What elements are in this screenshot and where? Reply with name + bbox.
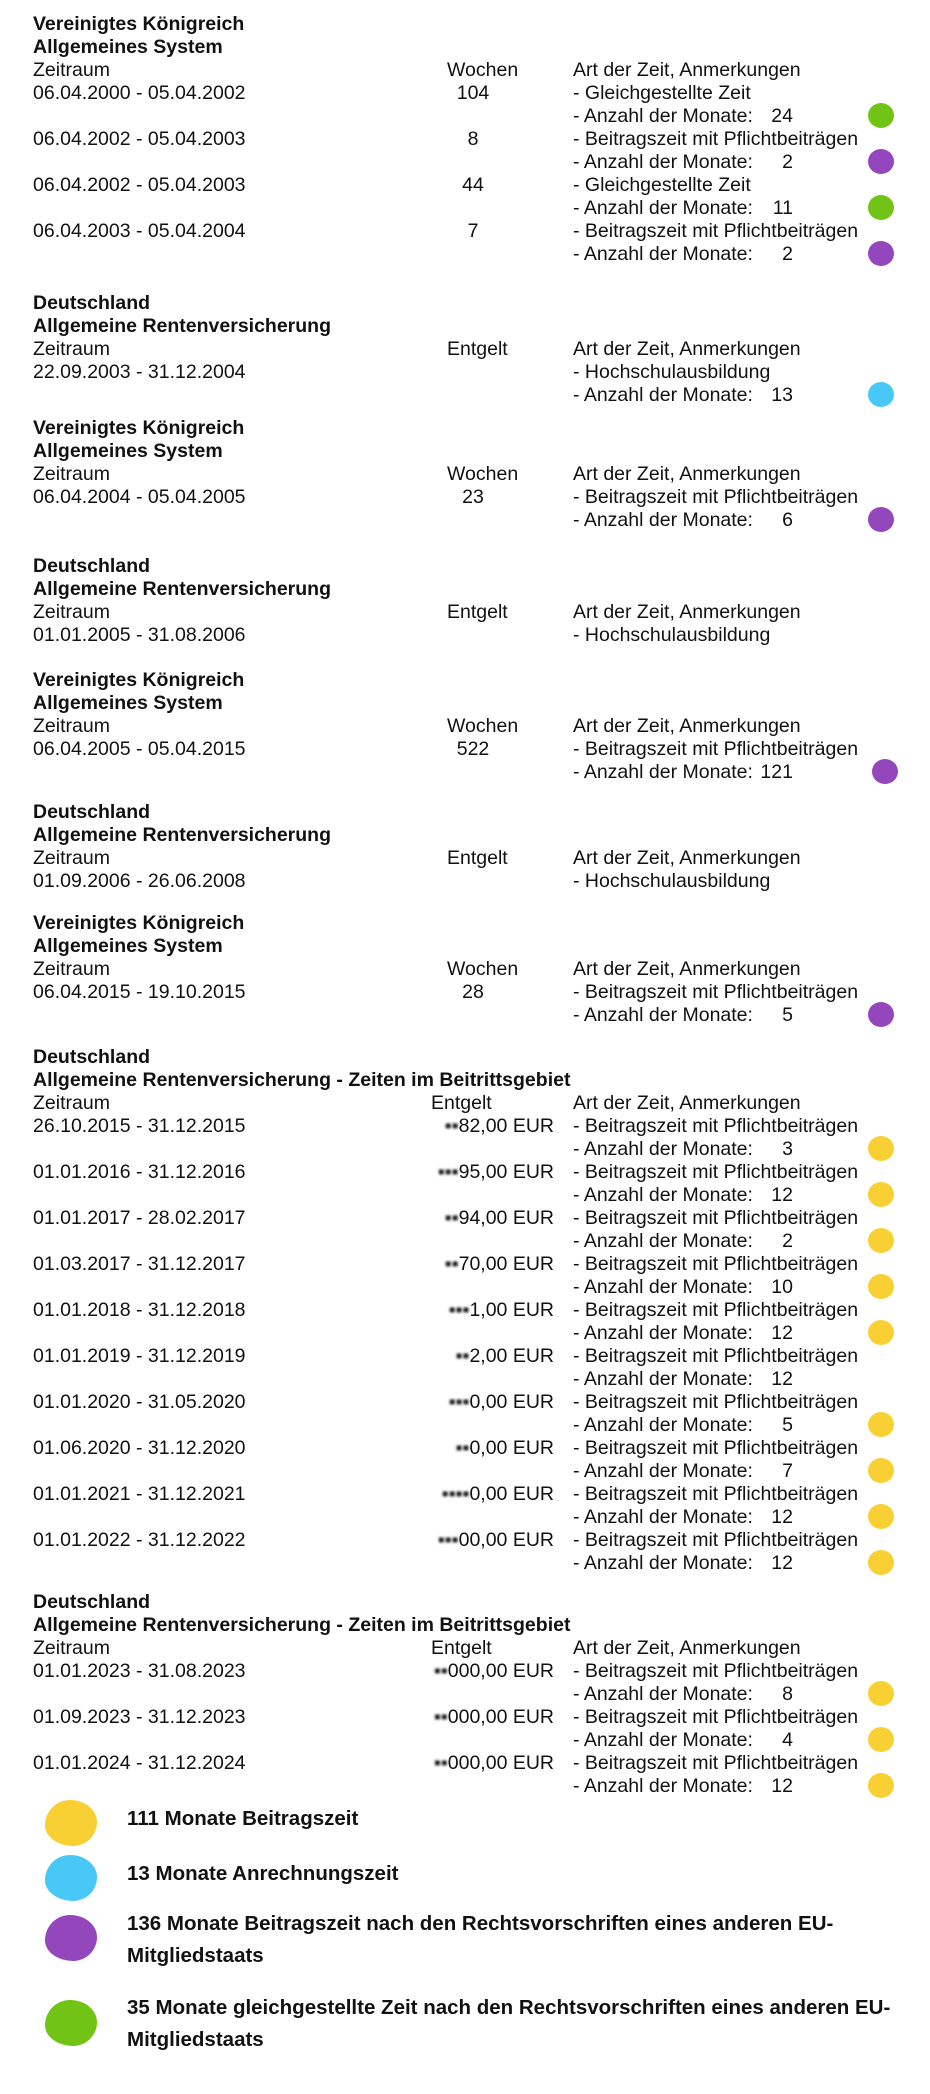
type-cell: - Beitragszeit mit Pflichtbeiträgen bbox=[573, 220, 859, 242]
column-header-type: Art der Zeit, Anmerkungen bbox=[573, 1637, 801, 1659]
months-label bbox=[573, 1683, 793, 1706]
table-row bbox=[33, 1752, 913, 1775]
period-cell: 06.04.2002 - 05.04.2003 bbox=[33, 128, 246, 150]
months-row bbox=[33, 1322, 913, 1345]
table-row bbox=[33, 1529, 913, 1552]
section-country: Deutschland bbox=[33, 801, 151, 823]
months-label-text: - Anzahl der Monate: bbox=[573, 1506, 753, 1528]
section-country: Vereinigtes Königreich bbox=[33, 417, 245, 439]
months-row bbox=[33, 1775, 913, 1798]
months-row bbox=[33, 761, 913, 784]
months-label bbox=[573, 1184, 793, 1207]
redacted-digits: ▪▪ bbox=[433, 1706, 448, 1728]
month-marker-dot bbox=[868, 1773, 894, 1798]
weeks-cell: 28 bbox=[462, 981, 484, 1003]
type-cell: - Gleichgestellte Zeit bbox=[573, 82, 751, 104]
months-count: 2 bbox=[782, 243, 793, 265]
months-row bbox=[33, 509, 913, 532]
section-country: Deutschland bbox=[33, 1046, 151, 1068]
months-label bbox=[573, 761, 793, 784]
months-row bbox=[33, 1004, 913, 1027]
column-header-value: Entgelt bbox=[447, 847, 508, 869]
table-row bbox=[33, 1391, 913, 1414]
months-count: 11 bbox=[772, 197, 793, 219]
section-country: Deutschland bbox=[33, 292, 151, 314]
column-header-row bbox=[33, 463, 913, 486]
period-cell: 01.03.2017 - 31.12.2017 bbox=[33, 1253, 246, 1275]
months-label-text: - Anzahl der Monate: bbox=[573, 1276, 753, 1298]
weeks-cell: 8 bbox=[467, 128, 479, 150]
months-count: 8 bbox=[782, 1683, 793, 1705]
type-cell: - Beitragszeit mit Pflichtbeiträgen bbox=[573, 1529, 859, 1551]
legend-color-blob bbox=[45, 2000, 97, 2046]
section-country: Vereinigtes Königreich bbox=[33, 13, 245, 35]
redacted-digits: ▪▪▪ bbox=[448, 1391, 470, 1413]
section bbox=[33, 912, 913, 1027]
legend-text: 13 Monate Anrechnungszeit bbox=[127, 1862, 399, 1885]
months-label bbox=[573, 1552, 793, 1575]
months-row bbox=[33, 243, 913, 266]
month-marker-dot bbox=[868, 1681, 894, 1706]
amount-cell bbox=[380, 1660, 554, 1683]
section-country: Vereinigtes Königreich bbox=[33, 669, 245, 691]
period-cell: 01.09.2023 - 31.12.2023 bbox=[33, 1706, 246, 1728]
redacted-digits: ▪▪ bbox=[444, 1115, 459, 1137]
months-count: 5 bbox=[782, 1414, 793, 1436]
period-cell: 01.09.2006 - 26.06.2008 bbox=[33, 870, 246, 892]
legend-text: 136 Monate Beitragszeit nach den Rechtsvorschriften eines anderen EU-Mitgliedstaats bbox=[127, 1912, 834, 1967]
months-count: 6 bbox=[782, 509, 793, 531]
type-cell: - Beitragszeit mit Pflichtbeiträgen bbox=[573, 1345, 859, 1367]
months-count: 12 bbox=[771, 1775, 793, 1797]
month-marker-dot bbox=[868, 1727, 894, 1752]
amount-cell bbox=[380, 1253, 554, 1276]
amount-value: 000,00 EUR bbox=[447, 1752, 554, 1774]
months-label-text: - Anzahl der Monate: bbox=[573, 243, 753, 265]
period-cell: 06.04.2002 - 05.04.2003 bbox=[33, 174, 246, 196]
redacted-digits: ▪▪▪▪ bbox=[441, 1483, 470, 1505]
amount-cell bbox=[380, 1752, 554, 1775]
type-cell: - Beitragszeit mit Pflichtbeiträgen bbox=[573, 1115, 859, 1137]
period-cell: 22.09.2003 - 31.12.2004 bbox=[33, 361, 246, 383]
amount-cell bbox=[380, 1437, 554, 1460]
months-label bbox=[573, 1004, 793, 1027]
months-label bbox=[573, 105, 793, 128]
period-cell: 01.01.2024 - 31.12.2024 bbox=[33, 1752, 246, 1774]
amount-cell bbox=[380, 1207, 554, 1230]
column-header-type: Art der Zeit, Anmerkungen bbox=[573, 715, 801, 737]
column-header-period: Zeitraum bbox=[33, 958, 110, 980]
type-cell: - Beitragszeit mit Pflichtbeiträgen bbox=[573, 1752, 859, 1774]
table-row bbox=[33, 624, 913, 647]
type-cell: - Beitragszeit mit Pflichtbeiträgen bbox=[573, 1483, 859, 1505]
months-label-text: - Anzahl der Monate: bbox=[573, 1683, 753, 1705]
type-cell: - Hochschulausbildung bbox=[573, 624, 771, 646]
section bbox=[33, 1046, 913, 1575]
column-header-row bbox=[33, 59, 913, 82]
section-system: Allgemeine Rentenversicherung - Zeiten im Beitrittsgebiet bbox=[33, 1069, 571, 1091]
months-count: 13 bbox=[771, 384, 793, 406]
period-cell: 06.04.2015 - 19.10.2015 bbox=[33, 981, 246, 1003]
month-marker-dot bbox=[868, 507, 894, 532]
weeks-cell: 23 bbox=[462, 486, 484, 508]
column-header-value: Wochen bbox=[447, 59, 519, 81]
amount-value: 95,00 EUR bbox=[458, 1161, 554, 1183]
type-cell: - Beitragszeit mit Pflichtbeiträgen bbox=[573, 738, 859, 760]
column-header-value: Wochen bbox=[447, 715, 519, 737]
section-system: Allgemeines System bbox=[33, 935, 223, 957]
months-row bbox=[33, 1276, 913, 1299]
redacted-digits: ▪▪▪ bbox=[437, 1161, 459, 1183]
amount-value: 0,00 EUR bbox=[469, 1437, 554, 1459]
months-label-text: - Anzahl der Monate: bbox=[573, 1414, 753, 1436]
months-row bbox=[33, 1414, 913, 1437]
amount-cell bbox=[380, 1161, 554, 1184]
redacted-digits: ▪▪ bbox=[444, 1253, 459, 1275]
section-system: Allgemeine Rentenversicherung bbox=[33, 578, 332, 600]
months-label bbox=[573, 197, 793, 220]
months-count: 12 bbox=[771, 1552, 793, 1574]
period-cell: 01.01.2020 - 31.05.2020 bbox=[33, 1391, 246, 1413]
table-row bbox=[33, 738, 913, 761]
months-count: 12 bbox=[771, 1368, 793, 1390]
column-header-row bbox=[33, 1092, 913, 1115]
table-row bbox=[33, 981, 913, 1004]
months-label-text: - Anzahl der Monate: bbox=[573, 105, 753, 127]
section bbox=[33, 1591, 913, 1798]
type-cell: - Beitragszeit mit Pflichtbeiträgen bbox=[573, 1253, 859, 1275]
redacted-digits: ▪▪ bbox=[444, 1207, 459, 1229]
section-system: Allgemeine Rentenversicherung - Zeiten im Beitrittsgebiet bbox=[33, 1614, 571, 1636]
amount-cell bbox=[380, 1483, 554, 1506]
column-header-period: Zeitraum bbox=[33, 338, 110, 360]
months-label bbox=[573, 1322, 793, 1345]
legend-text: 35 Monate gleichgestellte Zeit nach den Rechtsvorschriften eines anderen EU-Mitgliedstaats bbox=[127, 1996, 891, 2051]
amount-cell bbox=[380, 1345, 554, 1368]
table-row bbox=[33, 82, 913, 105]
section-system: Allgemeines System bbox=[33, 440, 223, 462]
table-row bbox=[33, 870, 913, 893]
amount-value: 00,00 EUR bbox=[458, 1529, 554, 1551]
month-marker-dot bbox=[868, 149, 894, 174]
table-row bbox=[33, 220, 913, 243]
month-marker-dot bbox=[872, 759, 898, 784]
weeks-cell: 104 bbox=[456, 82, 490, 104]
months-label bbox=[573, 1775, 793, 1798]
table-row bbox=[33, 1207, 913, 1230]
months-label-text: - Anzahl der Monate: bbox=[573, 1230, 753, 1252]
type-cell: - Beitragszeit mit Pflichtbeiträgen bbox=[573, 1161, 859, 1183]
months-count: 12 bbox=[771, 1184, 793, 1206]
type-cell: - Beitragszeit mit Pflichtbeiträgen bbox=[573, 1660, 859, 1682]
section bbox=[33, 13, 913, 266]
months-row bbox=[33, 384, 913, 407]
months-count: 2 bbox=[782, 151, 793, 173]
months-row bbox=[33, 1552, 913, 1575]
months-count: 12 bbox=[771, 1506, 793, 1528]
column-header-type: Art der Zeit, Anmerkungen bbox=[573, 958, 801, 980]
months-label bbox=[573, 1230, 793, 1253]
column-header-period: Zeitraum bbox=[33, 1637, 110, 1659]
amount-cell bbox=[380, 1115, 554, 1138]
table-row bbox=[33, 1253, 913, 1276]
months-row bbox=[33, 1729, 913, 1752]
redacted-digits: ▪▪ bbox=[433, 1752, 448, 1774]
section bbox=[33, 292, 913, 407]
redacted-digits: ▪▪ bbox=[455, 1437, 470, 1459]
type-cell: - Hochschulausbildung bbox=[573, 361, 771, 383]
column-header-value: Entgelt bbox=[447, 338, 508, 360]
amount-value: 0,00 EUR bbox=[469, 1483, 554, 1505]
amount-value: 000,00 EUR bbox=[447, 1660, 554, 1682]
months-label-text: - Anzahl der Monate: bbox=[573, 1138, 753, 1160]
type-cell: - Hochschulausbildung bbox=[573, 870, 771, 892]
section bbox=[33, 417, 913, 532]
amount-cell bbox=[380, 1299, 554, 1322]
month-marker-dot bbox=[868, 241, 894, 266]
months-count: 121 bbox=[760, 761, 793, 783]
amount-value: 2,00 EUR bbox=[469, 1345, 554, 1367]
period-cell: 06.04.2003 - 05.04.2004 bbox=[33, 220, 246, 242]
months-row bbox=[33, 197, 913, 220]
months-count: 24 bbox=[771, 105, 793, 127]
column-header-value: Entgelt bbox=[447, 601, 508, 623]
column-header-type: Art der Zeit, Anmerkungen bbox=[573, 847, 801, 869]
months-row bbox=[33, 151, 913, 174]
section bbox=[33, 555, 913, 647]
legend-color-blob bbox=[45, 1800, 97, 1846]
period-cell: 26.10.2015 - 31.12.2015 bbox=[33, 1115, 246, 1137]
month-marker-dot bbox=[868, 1002, 894, 1027]
section-system: Allgemeines System bbox=[33, 692, 223, 714]
table-row bbox=[33, 361, 913, 384]
table-row bbox=[33, 1115, 913, 1138]
months-count: 2 bbox=[782, 1230, 793, 1252]
column-header-type: Art der Zeit, Anmerkungen bbox=[573, 1092, 801, 1114]
months-label-text: - Anzahl der Monate: bbox=[573, 197, 753, 219]
period-cell: 01.06.2020 - 31.12.2020 bbox=[33, 1437, 246, 1459]
table-row bbox=[33, 128, 913, 151]
months-label-text: - Anzahl der Monate: bbox=[573, 761, 753, 783]
months-label-text: - Anzahl der Monate: bbox=[573, 1460, 753, 1482]
type-cell: - Beitragszeit mit Pflichtbeiträgen bbox=[573, 1299, 859, 1321]
weeks-cell: 7 bbox=[467, 220, 479, 242]
period-cell: 01.01.2016 - 31.12.2016 bbox=[33, 1161, 246, 1183]
period-cell: 01.01.2023 - 31.08.2023 bbox=[33, 1660, 246, 1682]
months-label bbox=[573, 1506, 793, 1529]
column-header-period: Zeitraum bbox=[33, 715, 110, 737]
section-system: Allgemeine Rentenversicherung bbox=[33, 315, 332, 337]
months-row bbox=[33, 1506, 913, 1529]
column-header-value: Entgelt bbox=[431, 1637, 492, 1659]
type-cell: - Beitragszeit mit Pflichtbeiträgen bbox=[573, 128, 859, 150]
section-country: Deutschland bbox=[33, 555, 151, 577]
months-label bbox=[573, 151, 793, 174]
months-count: 12 bbox=[771, 1322, 793, 1344]
type-cell: - Beitragszeit mit Pflichtbeiträgen bbox=[573, 1391, 859, 1413]
column-header-type: Art der Zeit, Anmerkungen bbox=[573, 59, 801, 81]
months-row bbox=[33, 105, 913, 128]
weeks-cell: 522 bbox=[456, 738, 490, 760]
type-cell: - Beitragszeit mit Pflichtbeiträgen bbox=[573, 1706, 859, 1728]
type-cell: - Beitragszeit mit Pflichtbeiträgen bbox=[573, 981, 859, 1003]
weeks-cell: 44 bbox=[462, 174, 484, 196]
column-header-row bbox=[33, 715, 913, 738]
months-label bbox=[573, 243, 793, 266]
months-count: 7 bbox=[782, 1460, 793, 1482]
amount-cell bbox=[380, 1706, 554, 1729]
months-label-text: - Anzahl der Monate: bbox=[573, 384, 753, 406]
amount-value: 1,00 EUR bbox=[469, 1299, 554, 1321]
period-cell: 01.01.2017 - 28.02.2017 bbox=[33, 1207, 246, 1229]
table-row bbox=[33, 1483, 913, 1506]
period-cell: 01.01.2005 - 31.08.2006 bbox=[33, 624, 246, 646]
type-cell: - Gleichgestellte Zeit bbox=[573, 174, 751, 196]
column-header-period: Zeitraum bbox=[33, 1092, 110, 1114]
column-header-type: Art der Zeit, Anmerkungen bbox=[573, 601, 801, 623]
months-label bbox=[573, 509, 793, 532]
column-header-value: Entgelt bbox=[431, 1092, 492, 1114]
table-row bbox=[33, 174, 913, 197]
months-label bbox=[573, 1414, 793, 1437]
months-row bbox=[33, 1184, 913, 1207]
period-cell: 06.04.2004 - 05.04.2005 bbox=[33, 486, 246, 508]
months-label bbox=[573, 1368, 793, 1391]
amount-value: 000,00 EUR bbox=[447, 1706, 554, 1728]
month-marker-dot bbox=[868, 1504, 894, 1529]
redacted-digits: ▪▪▪ bbox=[448, 1299, 470, 1321]
section-country: Vereinigtes Königreich bbox=[33, 912, 245, 934]
months-count: 5 bbox=[782, 1004, 793, 1026]
legend-text: 111 Monate Beitragszeit bbox=[127, 1807, 359, 1830]
months-row bbox=[33, 1230, 913, 1253]
amount-value: 82,00 EUR bbox=[458, 1115, 554, 1137]
month-marker-dot bbox=[868, 1412, 894, 1437]
months-label bbox=[573, 384, 793, 407]
column-header-row bbox=[33, 958, 913, 981]
months-label-text: - Anzahl der Monate: bbox=[573, 151, 753, 173]
redacted-digits: ▪▪ bbox=[433, 1660, 448, 1682]
amount-value: 0,00 EUR bbox=[469, 1391, 554, 1413]
months-count: 3 bbox=[782, 1138, 793, 1160]
amount-value: 94,00 EUR bbox=[458, 1207, 554, 1229]
table-row bbox=[33, 486, 913, 509]
table-row bbox=[33, 1161, 913, 1184]
legend-color-blob bbox=[45, 1855, 97, 1901]
amount-value: 70,00 EUR bbox=[458, 1253, 554, 1275]
table-row bbox=[33, 1345, 913, 1368]
table-row bbox=[33, 1706, 913, 1729]
period-cell: 01.01.2021 - 31.12.2021 bbox=[33, 1483, 246, 1505]
month-marker-dot bbox=[868, 1550, 894, 1575]
months-label bbox=[573, 1138, 793, 1161]
column-header-row bbox=[33, 1637, 913, 1660]
amount-cell bbox=[380, 1529, 554, 1552]
period-cell: 01.01.2022 - 31.12.2022 bbox=[33, 1529, 246, 1551]
column-header-value: Wochen bbox=[447, 463, 519, 485]
column-header-period: Zeitraum bbox=[33, 59, 110, 81]
column-header-type: Art der Zeit, Anmerkungen bbox=[573, 463, 801, 485]
type-cell: - Beitragszeit mit Pflichtbeiträgen bbox=[573, 1207, 859, 1229]
month-marker-dot bbox=[868, 1228, 894, 1253]
redacted-digits: ▪▪ bbox=[455, 1345, 470, 1367]
redacted-digits: ▪▪▪ bbox=[437, 1529, 459, 1551]
months-count: 4 bbox=[782, 1729, 793, 1751]
month-marker-dot bbox=[868, 195, 894, 220]
month-marker-dot bbox=[868, 1182, 894, 1207]
period-cell: 01.01.2019 - 31.12.2019 bbox=[33, 1345, 246, 1367]
months-label-text: - Anzahl der Monate: bbox=[573, 1368, 753, 1390]
months-label-text: - Anzahl der Monate: bbox=[573, 1552, 753, 1574]
months-label-text: - Anzahl der Monate: bbox=[573, 1004, 753, 1026]
table-row bbox=[33, 1660, 913, 1683]
months-row bbox=[33, 1460, 913, 1483]
period-cell: 01.01.2018 - 31.12.2018 bbox=[33, 1299, 246, 1321]
type-cell: - Beitragszeit mit Pflichtbeiträgen bbox=[573, 486, 859, 508]
table-row bbox=[33, 1299, 913, 1322]
section-country: Deutschland bbox=[33, 1591, 151, 1613]
column-header-type: Art der Zeit, Anmerkungen bbox=[573, 338, 801, 360]
months-label bbox=[573, 1460, 793, 1483]
months-count: 10 bbox=[771, 1276, 793, 1298]
column-header-period: Zeitraum bbox=[33, 847, 110, 869]
type-cell: - Beitragszeit mit Pflichtbeiträgen bbox=[573, 1437, 859, 1459]
table-row bbox=[33, 1437, 913, 1460]
month-marker-dot bbox=[868, 1136, 894, 1161]
amount-cell bbox=[380, 1391, 554, 1414]
column-header-period: Zeitraum bbox=[33, 601, 110, 623]
section-system: Allgemeine Rentenversicherung bbox=[33, 824, 332, 846]
months-row bbox=[33, 1683, 913, 1706]
section bbox=[33, 669, 913, 784]
column-header-row bbox=[33, 847, 913, 870]
month-marker-dot bbox=[868, 382, 894, 407]
months-row bbox=[33, 1368, 913, 1391]
month-marker-dot bbox=[868, 103, 894, 128]
months-label bbox=[573, 1276, 793, 1299]
legend-color-blob bbox=[45, 1915, 97, 1961]
months-row bbox=[33, 1138, 913, 1161]
months-label-text: - Anzahl der Monate: bbox=[573, 1184, 753, 1206]
months-label-text: - Anzahl der Monate: bbox=[573, 1322, 753, 1344]
months-label-text: - Anzahl der Monate: bbox=[573, 1775, 753, 1797]
section-system: Allgemeines System bbox=[33, 36, 223, 58]
column-header-row bbox=[33, 338, 913, 361]
month-marker-dot bbox=[868, 1458, 894, 1483]
column-header-value: Wochen bbox=[447, 958, 519, 980]
months-label-text: - Anzahl der Monate: bbox=[573, 1729, 753, 1751]
column-header-row bbox=[33, 601, 913, 624]
period-cell: 06.04.2005 - 05.04.2015 bbox=[33, 738, 246, 760]
column-header-period: Zeitraum bbox=[33, 463, 110, 485]
month-marker-dot bbox=[868, 1320, 894, 1345]
months-label-text: - Anzahl der Monate: bbox=[573, 509, 753, 531]
month-marker-dot bbox=[868, 1274, 894, 1299]
months-label bbox=[573, 1729, 793, 1752]
section bbox=[33, 801, 913, 893]
period-cell: 06.04.2000 - 05.04.2002 bbox=[33, 82, 246, 104]
